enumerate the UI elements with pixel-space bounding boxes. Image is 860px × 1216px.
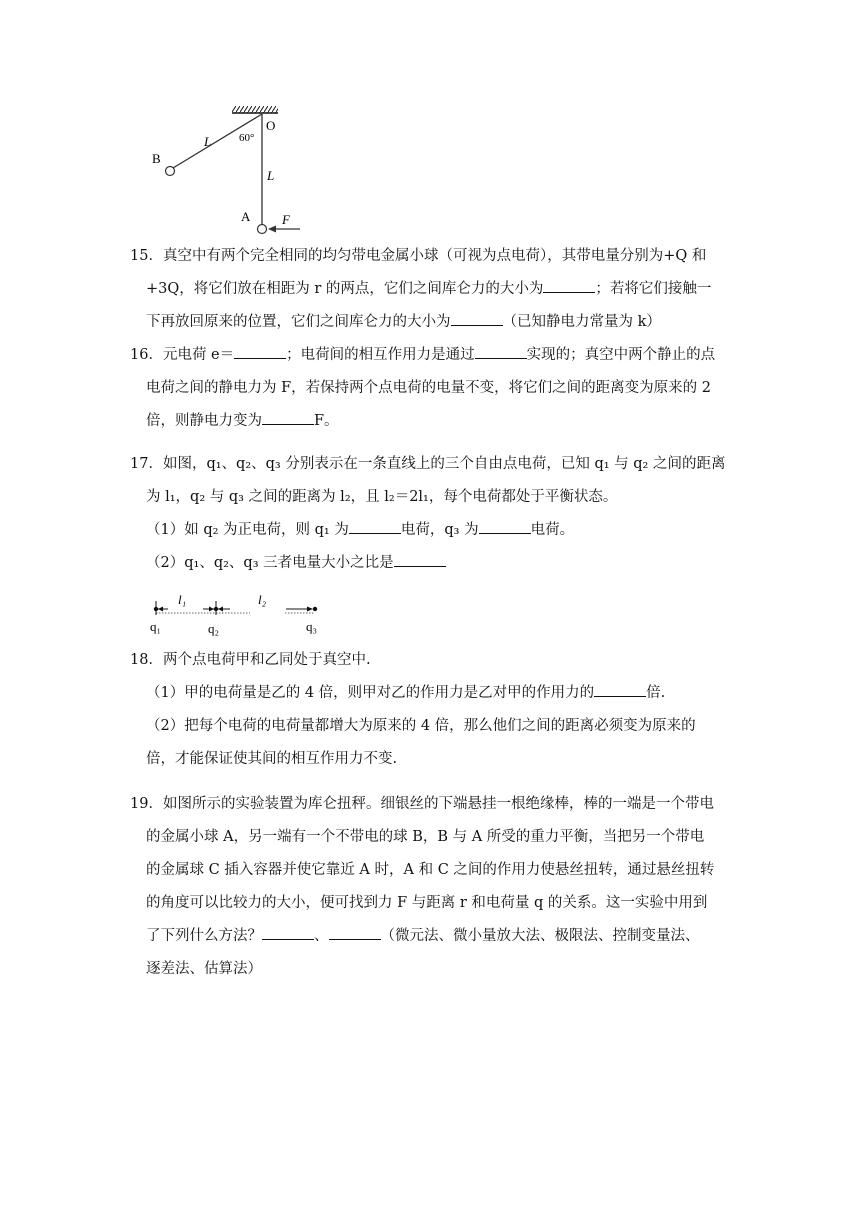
q17-line-1: 17．如图，q₁、q₂、q₃ 分别表示在一条直线上的三个自由点电荷，已知 q₁ 与 q₂ 之间的距离 <box>130 448 736 481</box>
question-18 <box>130 644 736 776</box>
q19-line-2: 的金属小球 A，另一端有一个不带电的球 B，B 与 A 所受的重力平衡，当把另一个带电 <box>146 829 705 845</box>
answer-blank[interactable] <box>475 358 527 359</box>
label-f: F <box>282 212 290 227</box>
charges-figure <box>140 585 330 637</box>
question-number: 15． <box>130 248 163 264</box>
label-angle: 60° <box>239 132 255 144</box>
charges-diagram <box>140 585 330 637</box>
q1-arrowhead <box>158 607 163 612</box>
q18-sub-2: （2）把每个电荷的电荷量都增大为原来的 4 倍，那么他们之间的距离必须变为原来的 <box>146 718 696 734</box>
q19-line-5: 了下列什么方法？ 、 （微元法、微小量放大法、极限法、控制变量法、 <box>146 928 700 944</box>
question-15 <box>130 240 736 339</box>
label-q2: q₂ <box>208 621 220 636</box>
label-l-vertical: L <box>267 168 275 183</box>
q17-sub-2: （2）q₁、q₂、q₃ 三者电量大小之比是 <box>130 547 736 580</box>
ball-a <box>258 225 267 234</box>
answer-blank[interactable] <box>234 358 286 359</box>
label-o: O <box>266 118 276 133</box>
q3-arrowhead <box>307 607 313 612</box>
question-number: 16． <box>130 347 163 363</box>
ball-b <box>166 167 175 176</box>
answer-blank[interactable] <box>329 939 381 940</box>
q16-line-3: 倍，则静电力变为 F。 <box>146 413 339 429</box>
answer-blank[interactable] <box>479 533 531 534</box>
q19-line-1: 19．如图所示的实验装置为库仑扭秤。细银丝的下端悬挂一根绝缘棒，棒的一端是一个带电 <box>130 788 736 821</box>
label-q3: q₃ <box>306 619 318 634</box>
q17-sub-1: （1）如 q₂ 为正电荷，则 q₁ 为 电荷，q₃ 为 电荷。 <box>146 522 575 538</box>
q18-sub-2-cont: 倍，才能保证使其间的相互作用力不变. <box>146 751 398 767</box>
question-17 <box>130 448 736 580</box>
q15-line-1: 15．真空中有两个完全相同的均匀带电金属小球（可视为点电荷），其带电量分别为+Q 和 <box>130 240 736 273</box>
q15-line-2: +3Q，将它们放在相距为 r 的两点，它们之间库仑力的大小为 ；若将它们接触一 <box>146 281 712 297</box>
pendulum-diagram <box>140 100 310 240</box>
q15-line-3: 下再放回原来的位置，它们之间库仑力的大小为 （已知静电力常量为 k） <box>146 314 661 330</box>
q19-line-3: 的金属球 C 插入容器并使它靠近 A 时，A 和 C 之间的作用力使悬丝扭转，通过悬丝扭转 <box>146 862 715 878</box>
q16-line-1: 16．元电荷 e＝ ；电荷间的相互作用力是通过 实现的；真空中两个静止的点 <box>130 339 736 372</box>
question-number: 17． <box>130 456 163 472</box>
label-b: B <box>152 151 161 166</box>
answer-blank[interactable] <box>262 939 314 940</box>
answer-blank[interactable] <box>262 424 314 425</box>
charge-q3-dot <box>313 607 317 611</box>
answer-blank[interactable] <box>543 292 595 293</box>
answer-blank[interactable] <box>349 533 401 534</box>
answer-blank[interactable] <box>394 566 446 567</box>
q18-line-1: 18．两个点电荷甲和乙同处于真空中. <box>130 644 736 677</box>
label-l2: l₂ <box>258 592 267 607</box>
force-arrowhead <box>268 226 276 233</box>
q19-line-6: 逐差法、估算法） <box>146 961 262 977</box>
question-number: 18． <box>130 652 163 668</box>
q16-line-2: 电荷之间的静电力为 F，若保持两个点电荷的电量不变，将它们之间的距离变为原来的 2 <box>146 380 712 396</box>
ceiling-hatch <box>232 106 278 113</box>
q19-line-4: 的角度可以比较力的大小，便可找到力 F 与距离 r 和电荷量 q 的关系。这一实验中用到 <box>146 895 708 911</box>
question-19 <box>130 788 736 986</box>
q2-arrowhead-right <box>218 607 223 612</box>
q2-arrowhead-left <box>209 607 214 612</box>
answer-blank[interactable] <box>594 696 646 697</box>
question-number: 19． <box>130 796 163 812</box>
label-q1: q₁ <box>150 619 162 634</box>
label-a: A <box>241 209 251 224</box>
q18-sub-1: （1）甲的电荷量是乙的 4 倍，则甲对乙的作用力是乙对甲的作用力的 倍. <box>146 685 666 701</box>
question-16 <box>130 339 736 438</box>
q17-line-2: 为 l₁，q₂ 与 q₃ 之间的距离为 l₂，且 l₂＝2l₁，每个电荷都处于平衡状态。 <box>146 489 618 505</box>
answer-blank[interactable] <box>451 325 503 326</box>
pendulum-figure <box>140 100 310 240</box>
label-l-inclined: L <box>204 134 212 149</box>
label-l1: l₁ <box>178 592 187 607</box>
